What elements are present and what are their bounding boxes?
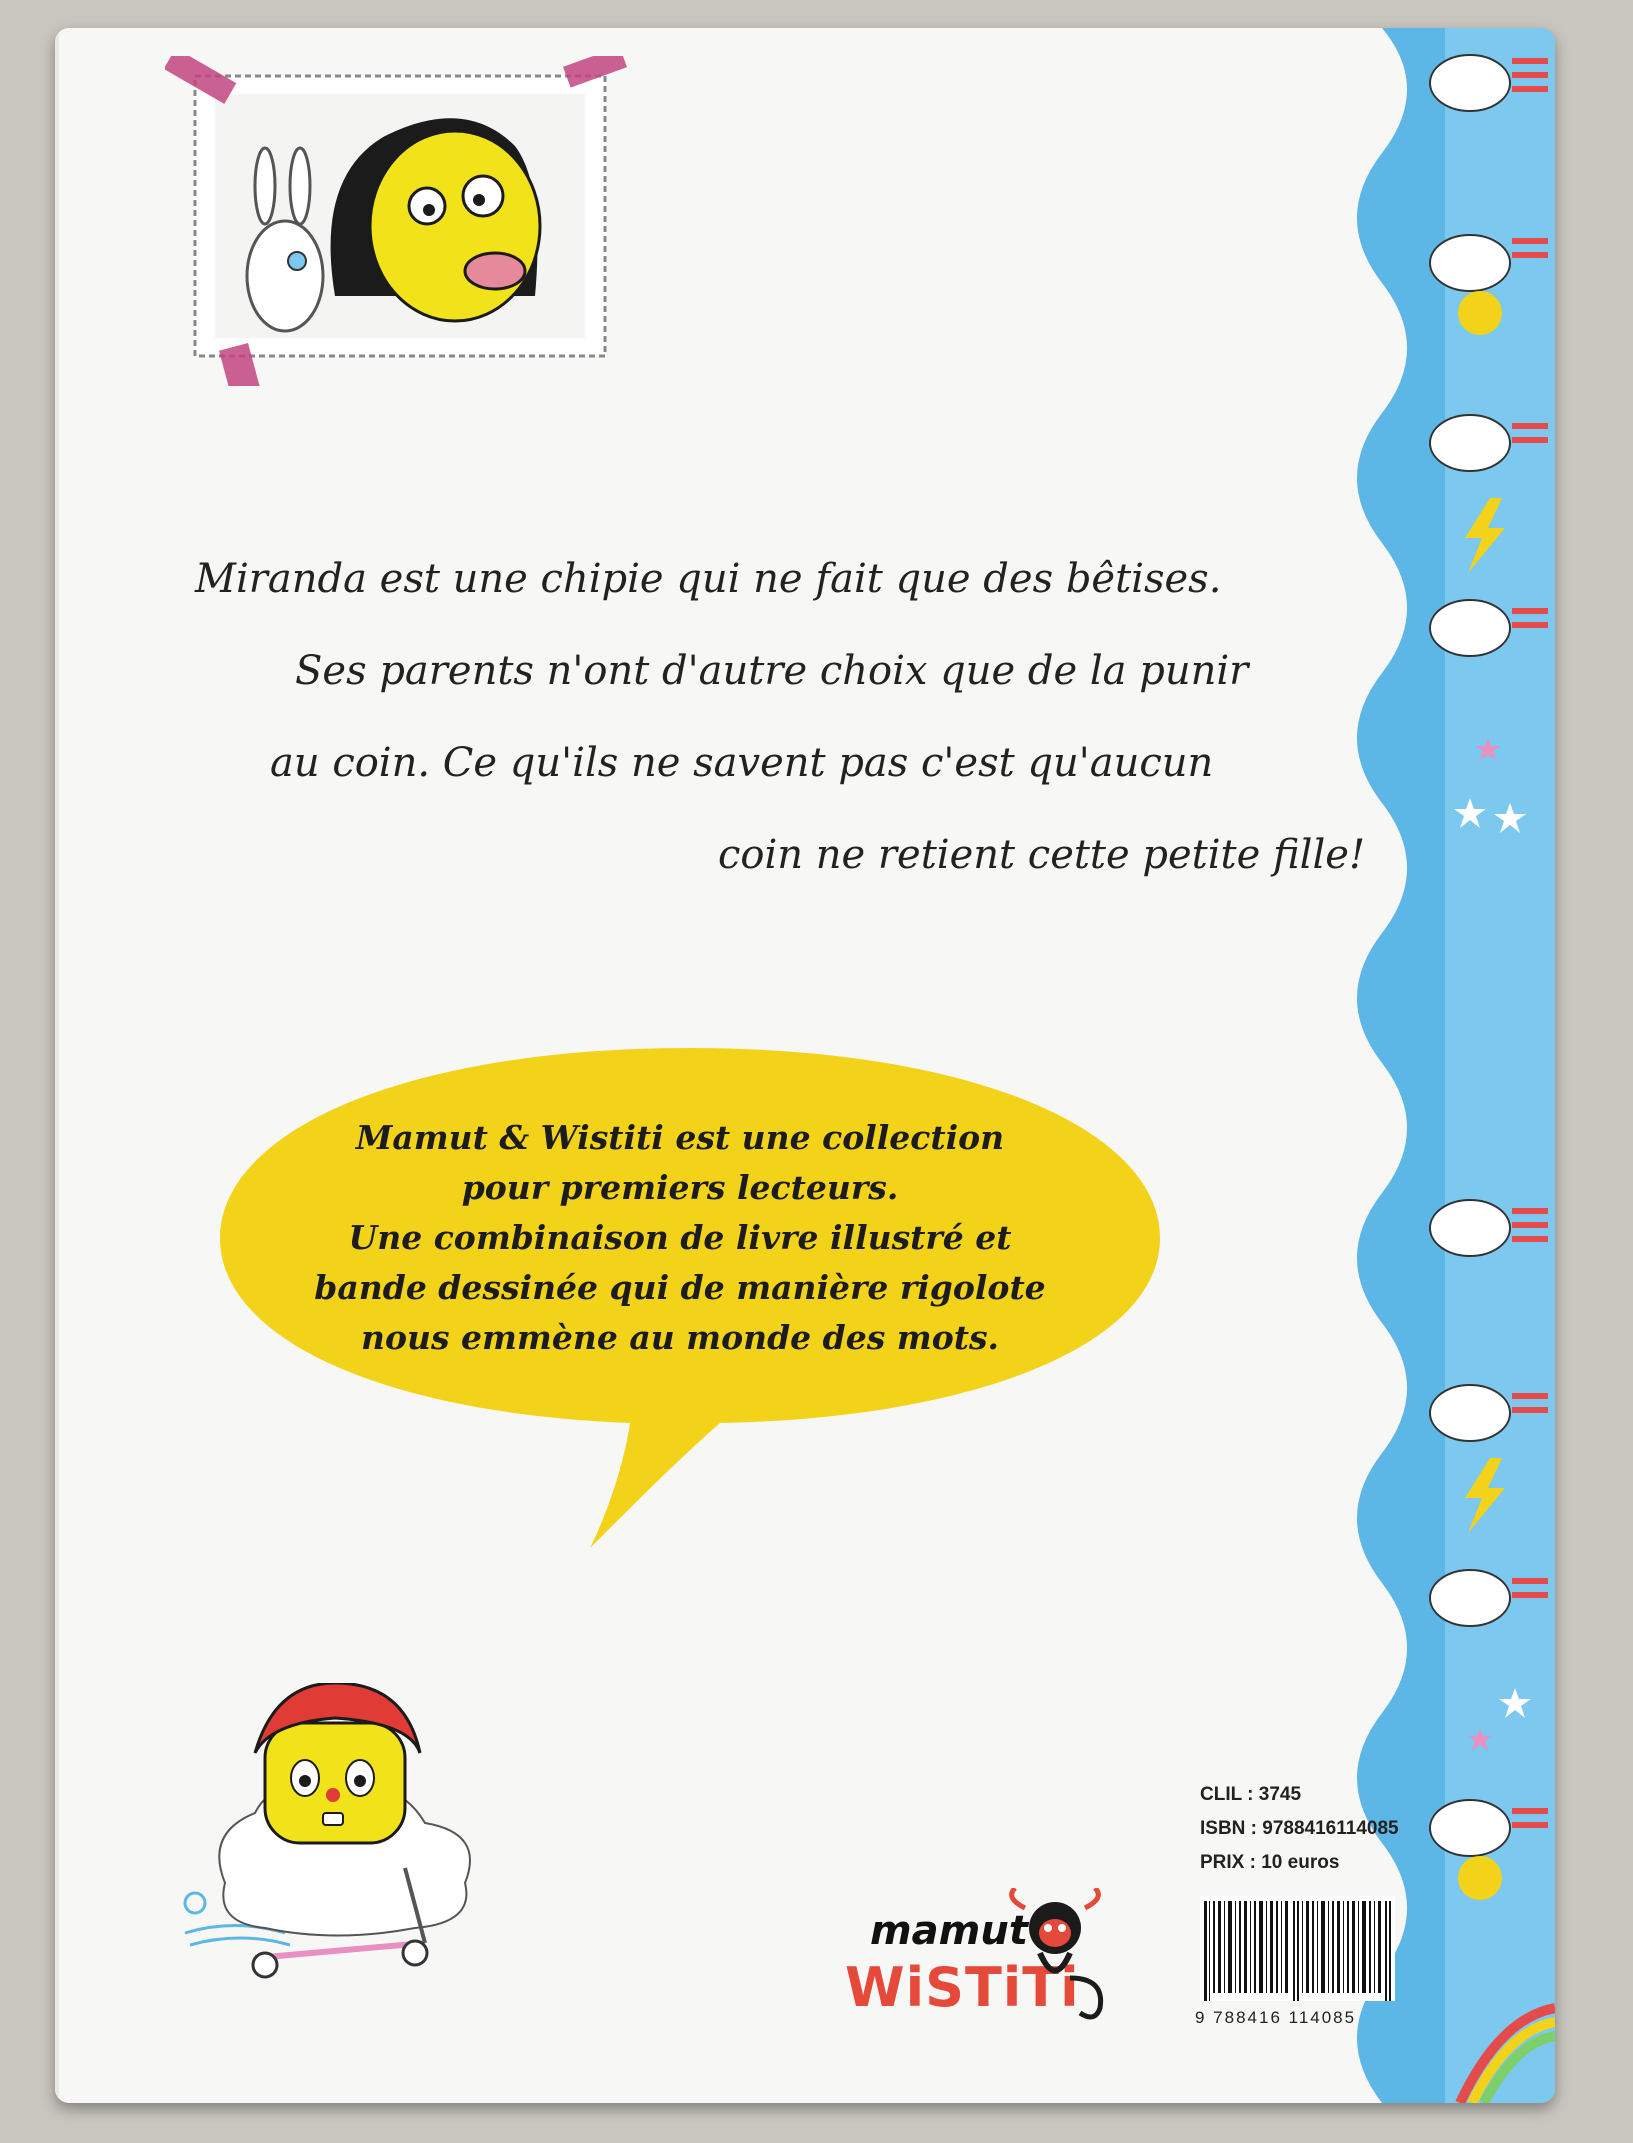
story-line: coin ne retient cette petite fille! (718, 832, 1366, 878)
barcode-number: 9 788416 114085 (1195, 2008, 1357, 2027)
description-line: pour premiers lecteurs. (461, 1168, 899, 1207)
monkey-logo-icon (985, 1888, 1125, 2032)
isbn-number: ISBN : 9788416114085 (1200, 1818, 1399, 1839)
description-line: Mamut & Wistiti est une collection (355, 1118, 1005, 1157)
description-line: nous emmène au monde des mots. (360, 1318, 1000, 1357)
price: PRIX : 10 euros (1200, 1852, 1340, 1873)
story-line: Miranda est une chipie qui ne fait que des bêtises. (195, 556, 1222, 602)
story-line: Ses parents n'ont d'autre choix que de la punir (295, 648, 1249, 694)
description-line: Une combinaison de livre illustré et (348, 1218, 1012, 1257)
collection-description (285, 1113, 1075, 1363)
clil-code: CLIL : 3745 (1200, 1784, 1302, 1805)
book-back-cover (55, 28, 1555, 2103)
story-text (140, 533, 1410, 901)
description-line: bande dessinée qui de manière rigolote (314, 1268, 1046, 1307)
scooter-character (165, 1683, 565, 1987)
page-edge (55, 28, 59, 2103)
taped-photo (165, 56, 635, 390)
brand-logo-mamut: mamut (870, 1908, 1028, 1954)
brand-logo-wistiti: WiSTiTi (845, 1956, 1080, 2019)
book-metadata (1200, 1778, 1399, 1880)
barcode (1200, 1896, 1395, 2001)
story-line: au coin. Ce qu'ils ne savent pas c'est qu'aucun (270, 740, 1214, 786)
